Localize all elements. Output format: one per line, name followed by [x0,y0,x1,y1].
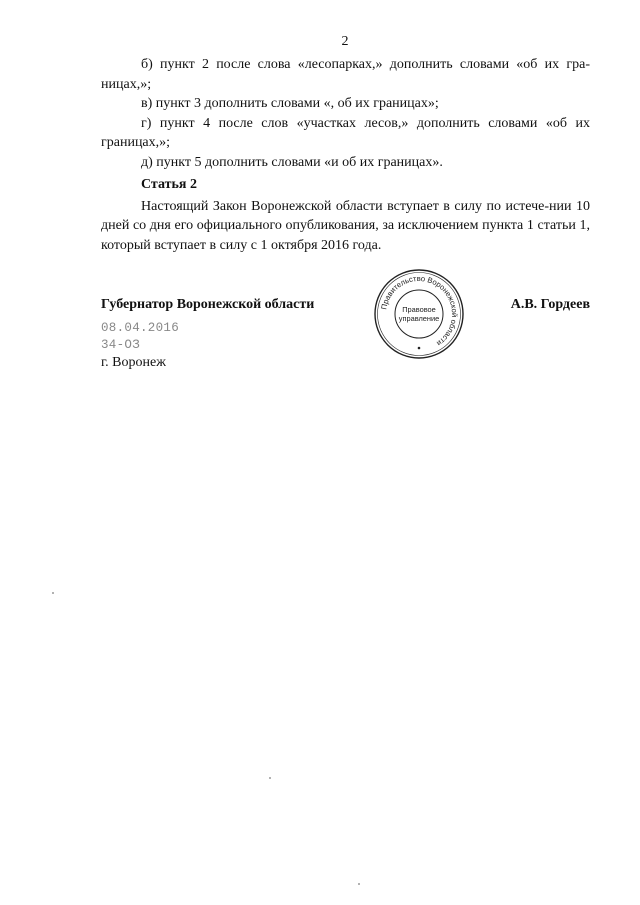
amendment-item-d: д) пункт 5 дополнить словами «и об их границах». [141,154,443,170]
document-body [101,55,590,255]
scan-speck [358,883,360,885]
scan-speck [269,777,271,779]
scan-speck [52,592,54,594]
article-text: Настоящий Закон Воронежской области вступает в силу по истече-нии 10 дней со дня его официального опубликования, за исключением пункта 1 статьи 1, который вступает в силу с 1 октября 2016 года. [101,198,590,253]
seal-center-line-1: Правовое [402,305,436,314]
official-seal-icon [373,268,465,360]
seal-ring-text: Правительство Воронежской области [379,273,460,348]
signer-name: А.В. Гордеев [510,297,590,312]
article-heading: Статья 2 [141,177,197,192]
amendment-item-v: в) пункт 3 дополнить словами «, об их границах»; [141,96,439,111]
amendment-item-b: б) пункт 2 после слова «лесопарках,» дополнить словами «об их гра-ницах,»; [101,57,590,92]
signing-city: г. Воронеж [101,355,166,370]
seal-center-line-2: управление [398,314,440,323]
page-number: 2 [341,34,349,49]
registration-date: 08.04.2016 [101,321,180,335]
law-number: 34-ОЗ [101,338,141,352]
signer-title: Губернатор Воронежской области [101,297,315,312]
amendment-item-g: г) пункт 4 после слов «участках лесов,» дополнить словами «об их границах,»; [101,115,590,150]
